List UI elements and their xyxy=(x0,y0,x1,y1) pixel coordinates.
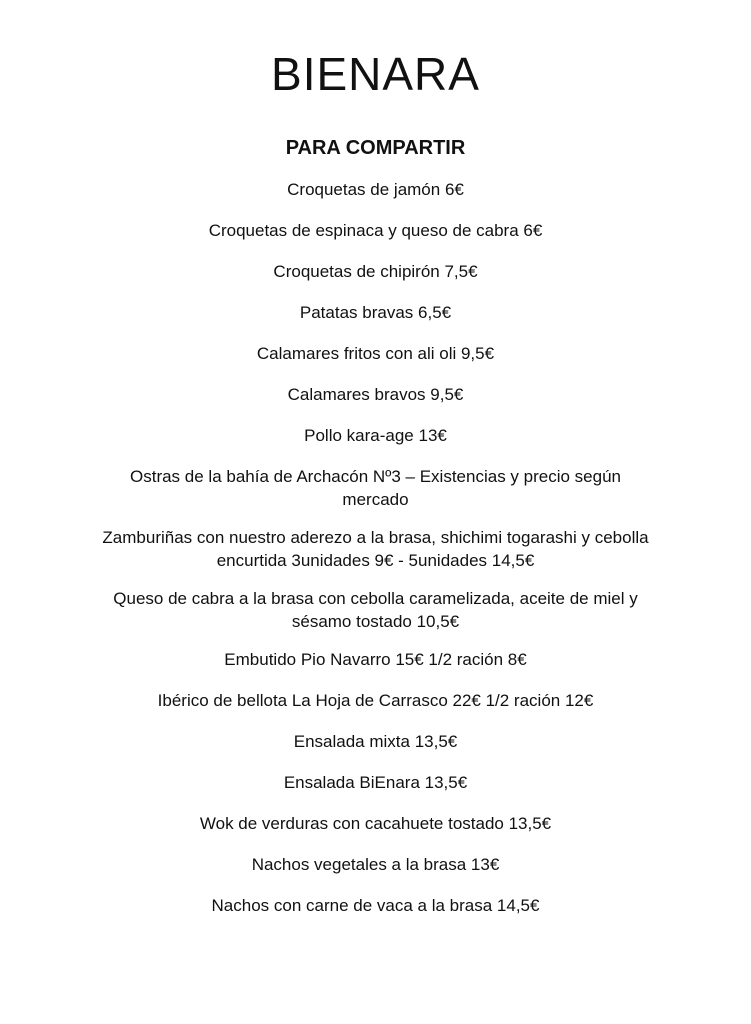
section-title: PARA COMPARTIR xyxy=(285,137,466,159)
menu-item: Pollo kara-age 13€ xyxy=(304,426,447,445)
menu-item: Zamburiñas con nuestro aderezo a la brasa, shichimi togarashi y cebolla encurtida 3unidades 9€ - 5unidades 14,5€ xyxy=(102,528,649,570)
menu-item: Nachos con carne de vaca a la brasa 14,5€ xyxy=(211,896,540,915)
restaurant-name: BIENARA xyxy=(271,48,480,100)
menu-item: Patatas bravas 6,5€ xyxy=(299,303,452,322)
menu-item: Ensalada BiEnara 13,5€ xyxy=(283,773,468,792)
menu-item: Ensalada mixta 13,5€ xyxy=(293,732,458,751)
menu-item: Queso de cabra a la brasa con cebolla caramelizada, aceite de miel y sésamo tostado 10,5€ xyxy=(113,589,638,631)
menu-item: Nachos vegetales a la brasa 13€ xyxy=(251,855,500,874)
menu-item: Calamares fritos con ali oli 9,5€ xyxy=(256,344,495,363)
menu-item: Croquetas de chipirón 7,5€ xyxy=(273,262,478,281)
menu-list xyxy=(100,178,651,935)
menu-item: Wok de verduras con cacahuete tostado 13,5€ xyxy=(199,814,552,833)
menu-item: Ibérico de bellota La Hoja de Carrasco 22€ 1/2 ración 12€ xyxy=(157,691,594,710)
menu-item: Embutido Pio Navarro 15€ 1/2 ración 8€ xyxy=(224,650,527,669)
menu-item: Calamares bravos 9,5€ xyxy=(287,385,464,404)
menu-item: Ostras de la bahía de Archacón Nº3 – Existencias y precio según mercado xyxy=(130,467,621,509)
menu-item: Croquetas de espinaca y queso de cabra 6€ xyxy=(208,221,543,240)
menu-item: Croquetas de jamón 6€ xyxy=(287,180,464,199)
